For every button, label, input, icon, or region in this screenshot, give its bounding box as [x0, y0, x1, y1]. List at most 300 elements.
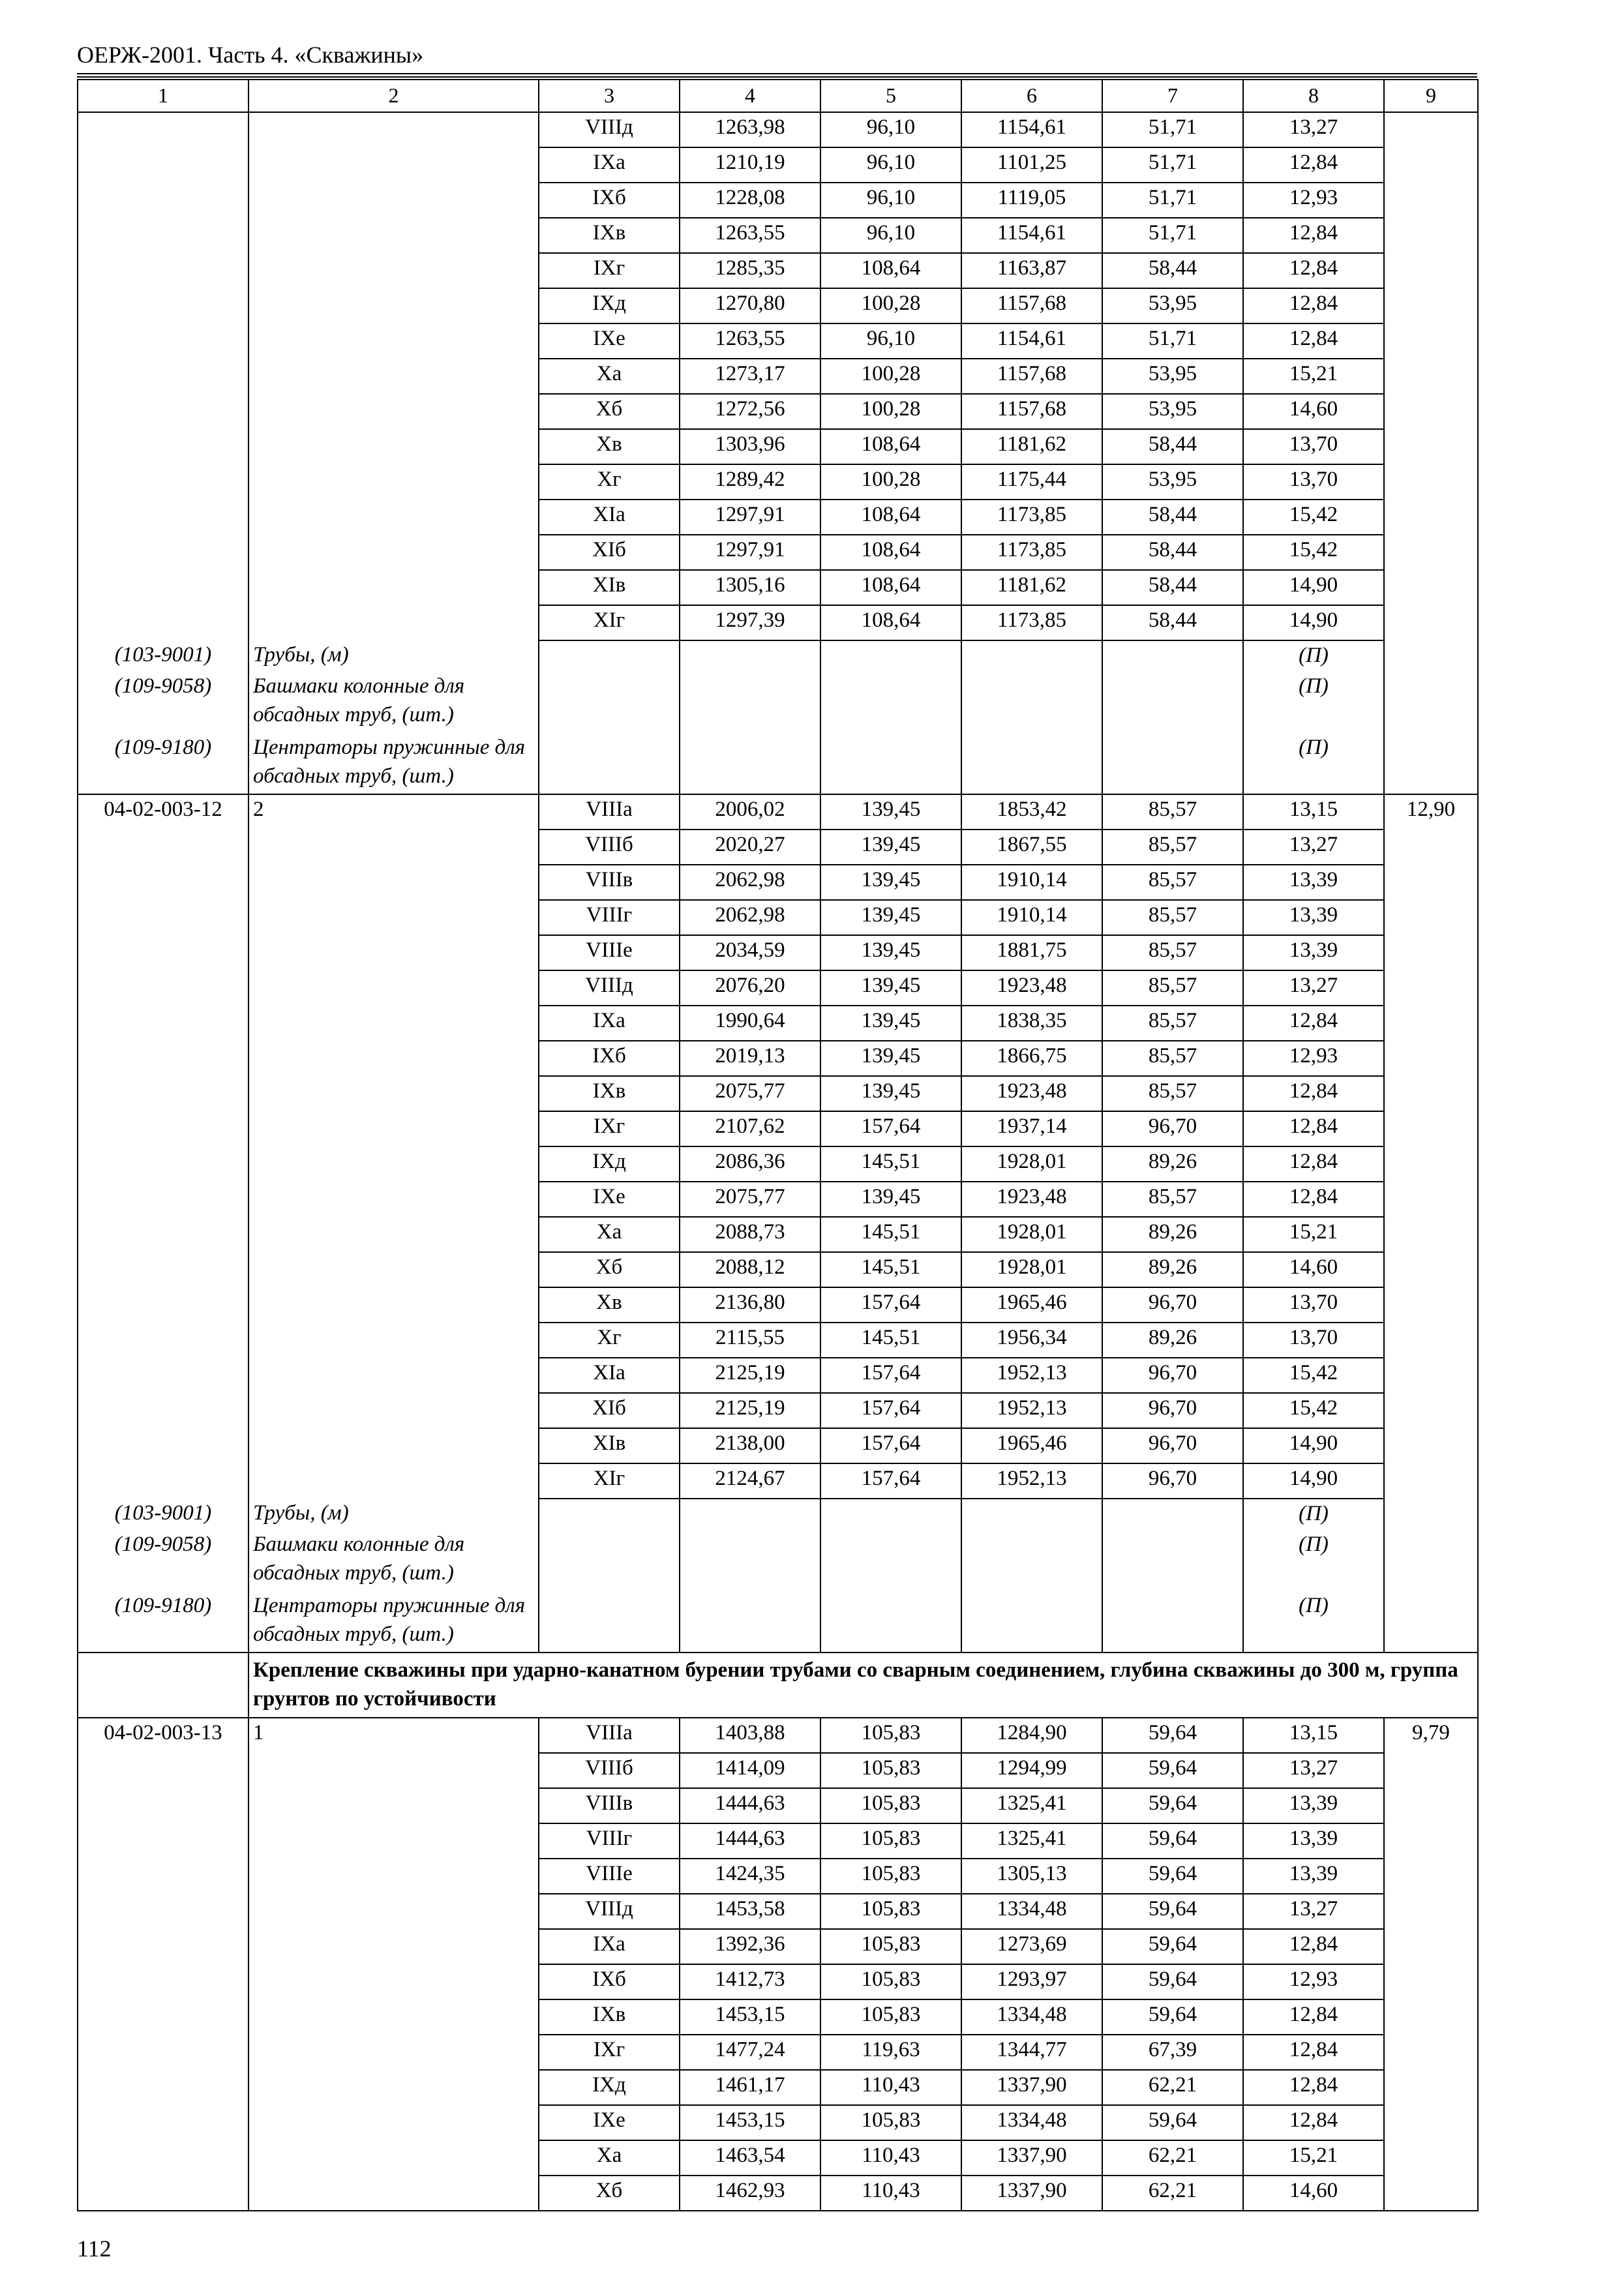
- empty-cell: [248, 900, 539, 935]
- empty-cell: [1384, 535, 1478, 570]
- total-cost: 1461,17: [680, 2070, 820, 2105]
- empty-cell: [1384, 605, 1478, 640]
- empty-cell: [78, 183, 248, 218]
- total-cost: 2086,36: [680, 1146, 820, 1182]
- wages: 139,45: [820, 1041, 961, 1076]
- table-row: [78, 1999, 1478, 2035]
- empty-cell: [78, 535, 248, 570]
- empty-cell: [78, 2140, 248, 2176]
- machinist-wages: 89,26: [1102, 1217, 1243, 1252]
- total-cost: 1403,88: [680, 1718, 820, 1753]
- total-cost: 1424,35: [680, 1859, 820, 1894]
- wages: 96,10: [820, 147, 961, 183]
- machinist-wages: 96,70: [1102, 1111, 1243, 1146]
- wages: 139,45: [820, 900, 961, 935]
- machine-cost: 1334,48: [961, 1894, 1102, 1929]
- total-cost: 2062,98: [680, 865, 820, 900]
- column-header-4: 4: [680, 80, 820, 112]
- empty-cell: [248, 112, 539, 147]
- empty-cell: [78, 429, 248, 464]
- machinist-wages: 59,64: [1102, 1929, 1243, 1964]
- soil-group: IXa: [539, 147, 680, 183]
- empty-cell: [248, 147, 539, 183]
- table-row: [78, 1393, 1478, 1428]
- machinist-wages: 59,64: [1102, 1894, 1243, 1929]
- wages: 96,10: [820, 183, 961, 218]
- labor-cost: 12,84: [1243, 1111, 1384, 1146]
- empty-cell: [961, 672, 1102, 733]
- soil-group: VIIIб: [539, 1753, 680, 1788]
- table-row: [78, 359, 1478, 394]
- empty-cell: [248, 429, 539, 464]
- empty-cell: [78, 1287, 248, 1323]
- empty-cell: [78, 1252, 248, 1287]
- page-number: 112: [77, 2236, 112, 2262]
- table-row: [78, 1182, 1478, 1217]
- empty-cell: [78, 2105, 248, 2140]
- machine-cost: 1163,87: [961, 253, 1102, 288]
- empty-cell: [78, 1964, 248, 1999]
- table-row: [78, 2105, 1478, 2140]
- labor-cost: 12,84: [1243, 2035, 1384, 2070]
- machine-cost: 1154,61: [961, 112, 1102, 147]
- empty-cell: [1384, 865, 1478, 900]
- total-cost: 1297,91: [680, 500, 820, 535]
- machine-cost: 1881,75: [961, 935, 1102, 970]
- soil-group: VIIIв: [539, 865, 680, 900]
- soil-group: VIIIe: [539, 935, 680, 970]
- empty-cell: [820, 733, 961, 794]
- labor-cost: 13,39: [1243, 1823, 1384, 1859]
- empty-cell: [78, 830, 248, 865]
- soil-group: IXв: [539, 218, 680, 253]
- machinist-wages: 59,64: [1102, 1788, 1243, 1823]
- resource-code: (103-9001): [78, 1499, 248, 1530]
- wages: 100,28: [820, 359, 961, 394]
- empty-cell: [248, 1788, 539, 1823]
- labor-cost: 12,84: [1243, 147, 1384, 183]
- table-row: [78, 1006, 1478, 1041]
- empty-cell: [248, 323, 539, 359]
- soil-group: XIa: [539, 1358, 680, 1393]
- total-cost: 1453,15: [680, 1999, 820, 2035]
- soil-group: Xб: [539, 2176, 680, 2211]
- machinist-wages: 51,71: [1102, 183, 1243, 218]
- machine-cost: 1867,55: [961, 830, 1102, 865]
- empty-cell: [78, 323, 248, 359]
- total-cost: 2115,55: [680, 1323, 820, 1358]
- wages: 145,51: [820, 1146, 961, 1182]
- empty-cell: [78, 970, 248, 1006]
- resource-code: (109-9180): [78, 1591, 248, 1653]
- labor-cost: 12,93: [1243, 183, 1384, 218]
- machine-cost: 1928,01: [961, 1217, 1102, 1252]
- resource-name: Башмаки колонные для обсадных труб, (шт.): [248, 1530, 539, 1591]
- empty-cell: [248, 1076, 539, 1111]
- labor-cost: 12,84: [1243, 1076, 1384, 1111]
- total-cost: 1263,55: [680, 218, 820, 253]
- empty-cell: [1384, 2035, 1478, 2070]
- empty-cell: [78, 1999, 248, 2035]
- labor-cost: 13,27: [1243, 830, 1384, 865]
- wages: 105,83: [820, 1753, 961, 1788]
- empty-cell: [248, 1393, 539, 1428]
- machinist-wages: 96,70: [1102, 1463, 1243, 1499]
- machinist-wages: 58,44: [1102, 253, 1243, 288]
- table-row: [78, 1041, 1478, 1076]
- wages: 105,83: [820, 1894, 961, 1929]
- empty-cell: [1384, 970, 1478, 1006]
- labor-cost: 12,84: [1243, 2070, 1384, 2105]
- empty-cell: [1384, 1753, 1478, 1788]
- table-row: [78, 253, 1478, 288]
- machinist-wages: 96,70: [1102, 1358, 1243, 1393]
- empty-cell: [248, 2176, 539, 2211]
- wages: 139,45: [820, 865, 961, 900]
- empty-cell: [248, 570, 539, 605]
- empty-cell: [680, 640, 820, 672]
- labor-cost: 15,21: [1243, 359, 1384, 394]
- empty-cell: [78, 253, 248, 288]
- empty-cell: [1384, 1964, 1478, 1999]
- rates-table: [77, 79, 1479, 2211]
- wages: 96,10: [820, 112, 961, 147]
- workers-labor: 9,79: [1384, 1718, 1478, 1753]
- machine-cost: 1923,48: [961, 1182, 1102, 1217]
- empty-cell: [248, 1146, 539, 1182]
- soil-group: VIIIб: [539, 830, 680, 865]
- table-row: [78, 1894, 1478, 1929]
- machinist-wages: 59,64: [1102, 1859, 1243, 1894]
- machine-cost: 1294,99: [961, 1753, 1102, 1788]
- machine-cost: 1154,61: [961, 218, 1102, 253]
- table-row: [78, 1929, 1478, 1964]
- machine-cost: 1173,85: [961, 535, 1102, 570]
- empty-cell: [1102, 1499, 1243, 1530]
- wages: 108,64: [820, 535, 961, 570]
- empty-cell: [961, 1499, 1102, 1530]
- soil-group: IXд: [539, 288, 680, 323]
- machinist-wages: 62,21: [1102, 2140, 1243, 2176]
- machine-cost: 1866,75: [961, 1041, 1102, 1076]
- empty-cell: [78, 935, 248, 970]
- rates-table-container: [77, 79, 1479, 2211]
- soil-group: Xг: [539, 1323, 680, 1358]
- soil-group: IXд: [539, 2070, 680, 2105]
- total-cost: 1444,63: [680, 1788, 820, 1823]
- machine-cost: 1838,35: [961, 1006, 1102, 1041]
- wages: 108,64: [820, 605, 961, 640]
- machine-cost: 1956,34: [961, 1323, 1102, 1358]
- resource-code: (109-9058): [78, 1530, 248, 1591]
- empty-cell: [78, 1788, 248, 1823]
- soil-group: XIб: [539, 1393, 680, 1428]
- total-cost: 2138,00: [680, 1428, 820, 1463]
- total-cost: 1412,73: [680, 1964, 820, 1999]
- header-rule-double: [77, 76, 1477, 78]
- empty-cell: [1384, 1894, 1478, 1929]
- empty-cell: [78, 900, 248, 935]
- empty-cell: [680, 672, 820, 733]
- empty-cell: [78, 1463, 248, 1499]
- table-row: [78, 1358, 1478, 1393]
- empty-cell: [78, 1358, 248, 1393]
- empty-cell: [1384, 1530, 1478, 1591]
- empty-cell: [1384, 2140, 1478, 2176]
- table-row: [78, 605, 1478, 640]
- empty-cell: [78, 1323, 248, 1358]
- machine-cost: 1337,90: [961, 2140, 1102, 2176]
- empty-cell: [1384, 1823, 1478, 1859]
- labor-cost: 12,84: [1243, 288, 1384, 323]
- soil-group: XIa: [539, 500, 680, 535]
- labor-cost: 13,27: [1243, 1753, 1384, 1788]
- table-row: [78, 112, 1478, 147]
- total-cost: 2062,98: [680, 900, 820, 935]
- total-cost: 2006,02: [680, 794, 820, 830]
- labor-cost: 13,70: [1243, 1287, 1384, 1323]
- labor-cost: 14,60: [1243, 2176, 1384, 2211]
- machinist-wages: 58,44: [1102, 500, 1243, 535]
- machine-cost: 1293,97: [961, 1964, 1102, 1999]
- empty-cell: [248, 1041, 539, 1076]
- wages: 105,83: [820, 1788, 961, 1823]
- empty-cell: [78, 1823, 248, 1859]
- table-row: [78, 1788, 1478, 1823]
- table-row: [78, 394, 1478, 429]
- resource-unit-marker: (П): [1243, 672, 1384, 733]
- labor-cost: 12,93: [1243, 1041, 1384, 1076]
- machinist-wages: 59,64: [1102, 1753, 1243, 1788]
- wages: 157,64: [820, 1428, 961, 1463]
- machinist-wages: 67,39: [1102, 2035, 1243, 2070]
- empty-cell: [248, 1929, 539, 1964]
- soil-group: VIIIд: [539, 970, 680, 1006]
- machinist-wages: 85,57: [1102, 1041, 1243, 1076]
- column-header-7: 7: [1102, 80, 1243, 112]
- empty-cell: [539, 640, 680, 672]
- empty-cell: [539, 733, 680, 794]
- empty-cell: [248, 1006, 539, 1041]
- machinist-wages: 53,95: [1102, 359, 1243, 394]
- total-cost: 1297,91: [680, 535, 820, 570]
- total-cost: 2019,13: [680, 1041, 820, 1076]
- soil-group: IXд: [539, 1146, 680, 1182]
- empty-cell: [1102, 672, 1243, 733]
- empty-cell: [1384, 2070, 1478, 2105]
- empty-cell: [1102, 640, 1243, 672]
- wages: 100,28: [820, 394, 961, 429]
- table-row: [78, 1718, 1478, 1753]
- empty-cell: [1384, 429, 1478, 464]
- labor-cost: 13,70: [1243, 1323, 1384, 1358]
- total-cost: 1477,24: [680, 2035, 820, 2070]
- total-cost: 1303,96: [680, 429, 820, 464]
- table-row: [78, 2035, 1478, 2070]
- resource-code: (103-9001): [78, 640, 248, 672]
- empty-cell: [1384, 147, 1478, 183]
- empty-cell: [1384, 830, 1478, 865]
- empty-cell: [1384, 640, 1478, 672]
- machinist-wages: 51,71: [1102, 112, 1243, 147]
- total-cost: 2088,12: [680, 1252, 820, 1287]
- machine-cost: 1157,68: [961, 288, 1102, 323]
- wages: 108,64: [820, 500, 961, 535]
- machine-cost: 1334,48: [961, 2105, 1102, 2140]
- soil-group: Xa: [539, 2140, 680, 2176]
- machinist-wages: 89,26: [1102, 1252, 1243, 1287]
- total-cost: 2076,20: [680, 970, 820, 1006]
- labor-cost: 15,21: [1243, 2140, 1384, 2176]
- empty-cell: [248, 1358, 539, 1393]
- column-header-2: 2: [248, 80, 539, 112]
- labor-cost: 12,84: [1243, 218, 1384, 253]
- empty-cell: [248, 2035, 539, 2070]
- machine-cost: 1181,62: [961, 429, 1102, 464]
- empty-cell: [78, 359, 248, 394]
- machine-cost: 1344,77: [961, 2035, 1102, 2070]
- table-row: [78, 1964, 1478, 1999]
- machine-cost: 1952,13: [961, 1463, 1102, 1499]
- machinist-wages: 85,57: [1102, 830, 1243, 865]
- empty-cell: [1384, 1323, 1478, 1358]
- labor-cost: 13,39: [1243, 935, 1384, 970]
- wages: 139,45: [820, 935, 961, 970]
- resource-name: Центраторы пружинные для обсадных труб, (шт.): [248, 1591, 539, 1653]
- empty-cell: [1384, 672, 1478, 733]
- resource-unit-marker: (П): [1243, 1591, 1384, 1653]
- empty-cell: [248, 500, 539, 535]
- empty-cell: [1384, 288, 1478, 323]
- machinist-wages: 59,64: [1102, 1823, 1243, 1859]
- total-cost: 1297,39: [680, 605, 820, 640]
- machine-cost: 1119,05: [961, 183, 1102, 218]
- labor-cost: 15,42: [1243, 500, 1384, 535]
- resource-row: [78, 1499, 1478, 1530]
- empty-cell: [78, 1393, 248, 1428]
- table-row: [78, 1146, 1478, 1182]
- machinist-wages: 85,57: [1102, 1076, 1243, 1111]
- machine-cost: 1337,90: [961, 2070, 1102, 2105]
- labor-cost: 15,42: [1243, 535, 1384, 570]
- table-row: [78, 970, 1478, 1006]
- empty-cell: [78, 1146, 248, 1182]
- empty-cell: [248, 253, 539, 288]
- machinist-wages: 59,64: [1102, 1964, 1243, 1999]
- empty-cell: [1102, 1530, 1243, 1591]
- wages: 105,83: [820, 1718, 961, 1753]
- table-row: [78, 147, 1478, 183]
- empty-cell: [78, 1753, 248, 1788]
- wages: 110,43: [820, 2070, 961, 2105]
- empty-cell: [1384, 1252, 1478, 1287]
- table-row: [78, 1111, 1478, 1146]
- table-row: [78, 830, 1478, 865]
- empty-cell: [1384, 1788, 1478, 1823]
- empty-cell: [680, 733, 820, 794]
- machine-cost: 1334,48: [961, 1999, 1102, 2035]
- empty-cell: [1384, 1217, 1478, 1252]
- empty-cell: [248, 1894, 539, 1929]
- empty-cell: [1102, 1591, 1243, 1653]
- empty-cell: [680, 1499, 820, 1530]
- soil-group: VIIIг: [539, 900, 680, 935]
- empty-cell: [539, 672, 680, 733]
- empty-cell: [1384, 900, 1478, 935]
- table-row: [78, 1428, 1478, 1463]
- soil-group: IXe: [539, 2105, 680, 2140]
- empty-cell: [78, 1006, 248, 1041]
- soil-group: IXe: [539, 323, 680, 359]
- soil-group: Xб: [539, 1252, 680, 1287]
- machinist-wages: 89,26: [1102, 1146, 1243, 1182]
- empty-cell: [820, 1591, 961, 1653]
- labor-cost: 12,84: [1243, 1929, 1384, 1964]
- machine-cost: 1101,25: [961, 147, 1102, 183]
- table-row: [78, 429, 1478, 464]
- machine-cost: 1173,85: [961, 500, 1102, 535]
- machine-cost: 1910,14: [961, 900, 1102, 935]
- wages: 139,45: [820, 1182, 961, 1217]
- soil-group: Xг: [539, 464, 680, 500]
- labor-cost: 13,27: [1243, 970, 1384, 1006]
- total-cost: 1990,64: [680, 1006, 820, 1041]
- labor-cost: 15,42: [1243, 1393, 1384, 1428]
- page-header: ОЕРЖ-2001. Часть 4. «Скважины»: [77, 42, 424, 68]
- table-row: [78, 1753, 1478, 1788]
- machinist-wages: 62,21: [1102, 2070, 1243, 2105]
- empty-cell: [248, 1428, 539, 1463]
- empty-cell: [248, 865, 539, 900]
- machinist-wages: 53,95: [1102, 464, 1243, 500]
- table-row: [78, 570, 1478, 605]
- empty-cell: [1384, 935, 1478, 970]
- machine-cost: 1181,62: [961, 570, 1102, 605]
- soil-group: IXг: [539, 2035, 680, 2070]
- machine-cost: 1910,14: [961, 865, 1102, 900]
- empty-cell: [248, 1823, 539, 1859]
- labor-cost: 14,60: [1243, 394, 1384, 429]
- table-row: [78, 1463, 1478, 1499]
- empty-cell: [961, 640, 1102, 672]
- soil-group: VIIIe: [539, 1859, 680, 1894]
- empty-cell: [248, 2105, 539, 2140]
- labor-cost: 14,90: [1243, 605, 1384, 640]
- total-cost: 2075,77: [680, 1076, 820, 1111]
- machine-cost: 1157,68: [961, 359, 1102, 394]
- total-cost: 1289,42: [680, 464, 820, 500]
- machinist-wages: 85,57: [1102, 900, 1243, 935]
- table-row: [78, 464, 1478, 500]
- empty-cell: [78, 1041, 248, 1076]
- soil-group: Xa: [539, 1217, 680, 1252]
- machine-cost: 1157,68: [961, 394, 1102, 429]
- resource-unit-marker: (П): [1243, 1530, 1384, 1591]
- table-row: [78, 794, 1478, 830]
- empty-cell: [1384, 1859, 1478, 1894]
- norm-parameter: 2: [248, 794, 539, 830]
- empty-cell: [248, 535, 539, 570]
- empty-cell: [1384, 394, 1478, 429]
- machine-cost: 1305,13: [961, 1859, 1102, 1894]
- empty-cell: [961, 1591, 1102, 1653]
- soil-group: IXг: [539, 1111, 680, 1146]
- wages: 139,45: [820, 830, 961, 865]
- empty-cell: [1384, 323, 1478, 359]
- workers-labor: 12,90: [1384, 794, 1478, 830]
- total-cost: 1210,19: [680, 147, 820, 183]
- soil-group: IXa: [539, 1929, 680, 1964]
